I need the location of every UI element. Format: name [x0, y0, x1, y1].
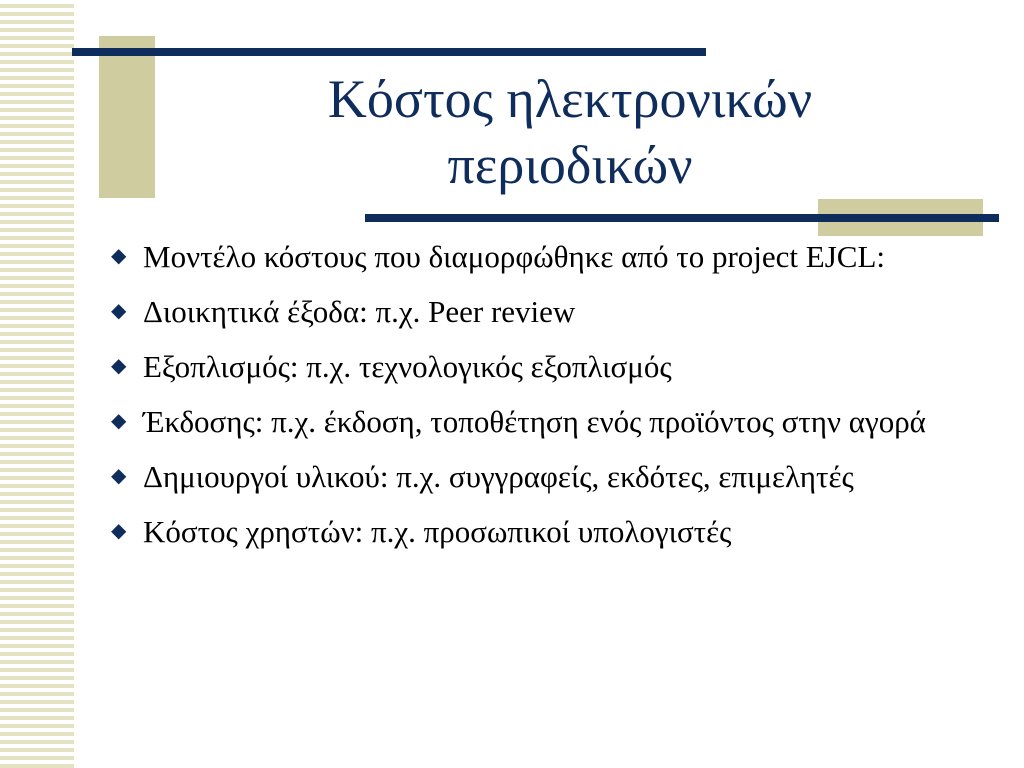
bullet-item: [100, 513, 1000, 550]
slide-title-line1: Κόστος ηλεκτρονικών: [327, 69, 813, 129]
slide-title-line2: περιοδικών: [447, 135, 693, 195]
bullet-item: [100, 403, 1000, 440]
bullet-item: [100, 238, 1000, 275]
diamond-bullet-icon: ◆: [111, 245, 127, 267]
diamond-bullet-icon: ◆: [111, 465, 127, 487]
decorative-navy-line-top: [72, 48, 706, 56]
bullet-text: Διοικητικά έξοδα: π.χ. Peer review: [143, 294, 576, 329]
bullet-text: Δημιουργοί υλικού: π.χ. συγγραφείς, εκδότες, επιμελητές: [143, 459, 854, 494]
bullet-text: Έκδοσης: π.χ. έκδοση, τοποθέτηση ενός προϊόντος στην αγορά: [143, 404, 926, 439]
bullet-text: Κόστος χρηστών: π.χ. προσωπικοί υπολογιστές: [143, 514, 732, 549]
decorative-stripes: [0, 0, 74, 768]
diamond-bullet-icon: ◆: [111, 355, 127, 377]
bullet-item: [100, 293, 1000, 330]
bullet-text: Μοντέλο κόστους που διαμορφώθηκε από το project EJCL:: [143, 239, 885, 274]
diamond-bullet-icon: ◆: [111, 520, 127, 542]
bullet-item: [100, 458, 1000, 495]
bullet-list: [100, 238, 1000, 568]
decorative-tan-block-top: [99, 36, 155, 198]
diamond-bullet-icon: ◆: [111, 410, 127, 432]
diamond-bullet-icon: ◆: [111, 300, 127, 322]
bullet-text: Εξοπλισμός: π.χ. τεχνολογικός εξοπλισμός: [143, 349, 672, 384]
bullet-item: [100, 348, 1000, 385]
decorative-navy-line-right: [365, 214, 999, 222]
slide-title: [250, 66, 890, 198]
